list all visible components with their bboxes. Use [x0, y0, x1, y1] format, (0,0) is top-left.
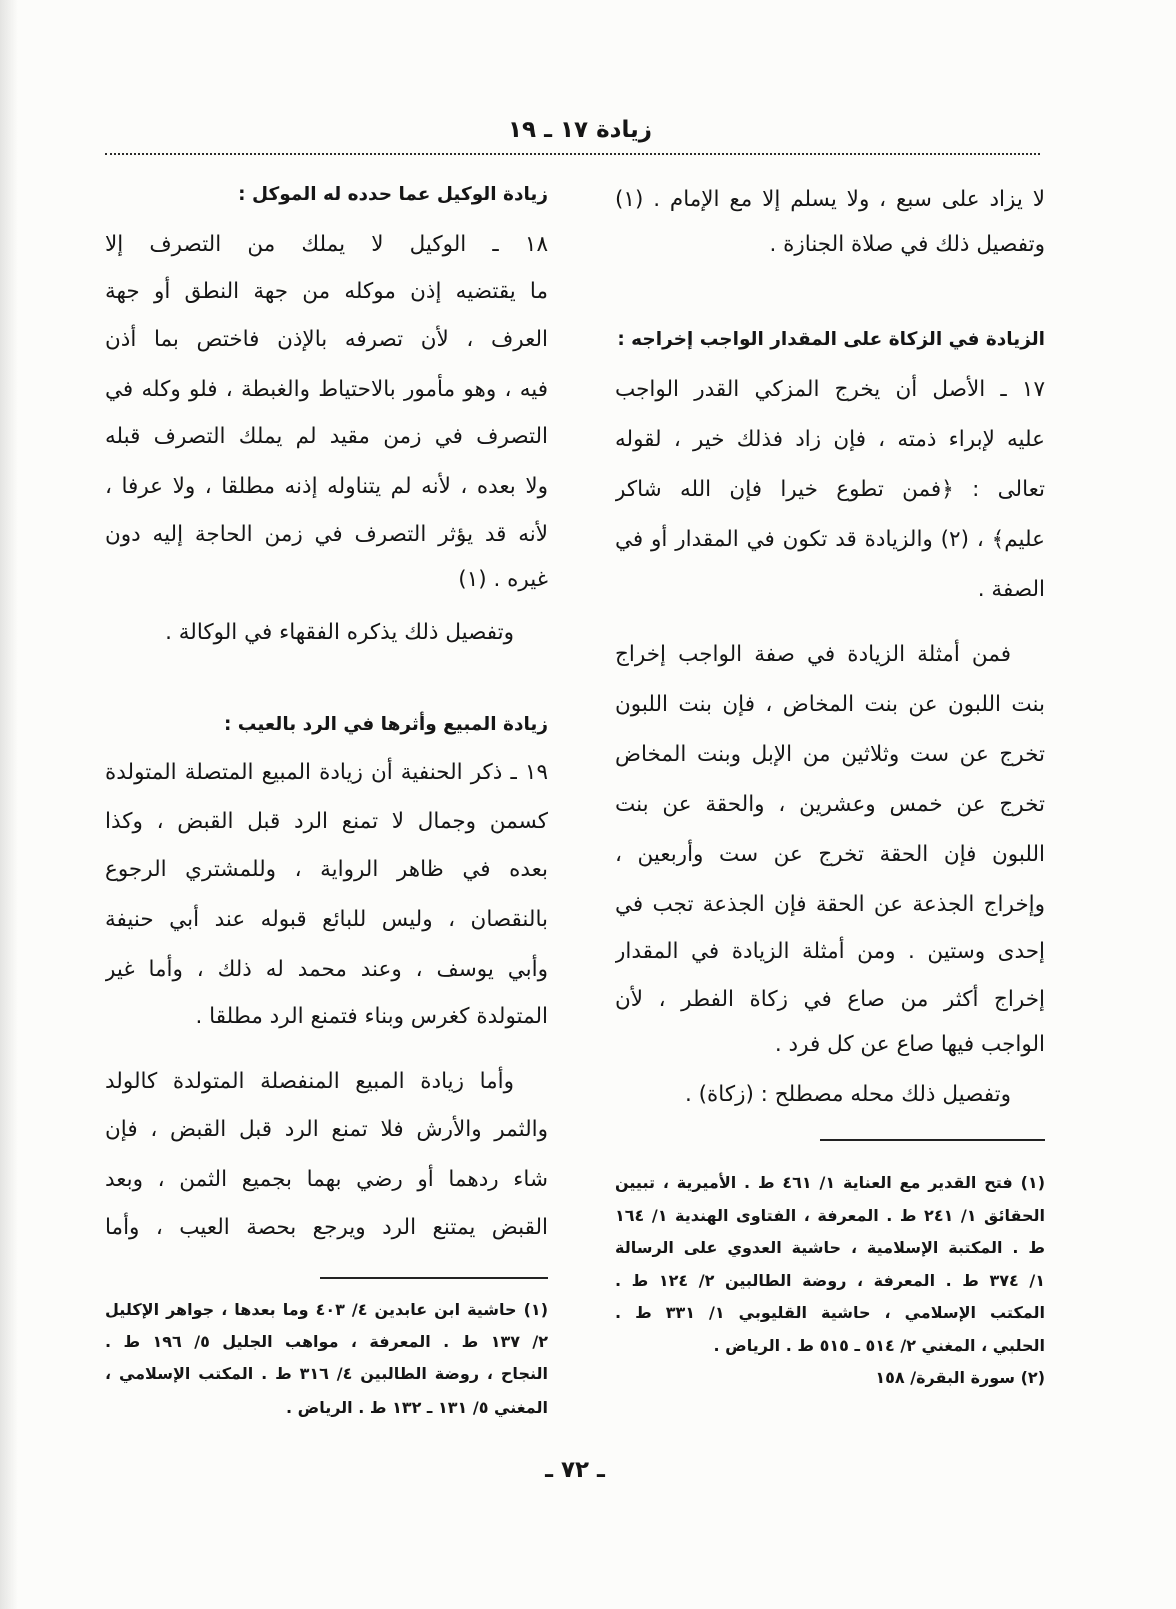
page-number: ـ ٧٢ ـ [545, 1457, 605, 1483]
body-text-line: الواجب فيها صاع عن كل فرد . [774, 1032, 1045, 1057]
body-text-line: ١٧ ـ الأصل أن يخرج المزكي القدر الواجب [615, 377, 1045, 402]
body-text-line: الصفة . [977, 577, 1045, 602]
footnote-line: الحلبي ، المغني ٢/ ٥١٤ ـ ٥١٥ ط . الرياض . [713, 1336, 1045, 1355]
section-heading-wakil: زيادة الوكيل عما حدده له الموكل : [238, 184, 548, 205]
body-text-line: إخراج أكثر من صاع في زكاة الفطر ، لأن [615, 987, 1045, 1012]
footnote-line: ط . المكتبة الإسلامية ، حاشية العدوي على الرسالة [615, 1238, 1045, 1257]
footnote-line: ٢/ ١٣٧ ط . المعرفة ، مواهب الجليل ٥/ ١٩٦ ط . [105, 1332, 548, 1351]
body-text-line: العرف ، لأن تصرفه بالإذن فاختص بما أذن [105, 327, 548, 352]
body-text-line: تخرج عن ست وثلاثين من الإبل وبنت المخاض [615, 742, 1045, 767]
footnote-line: النجاح ، روضة الطالبين ٤/ ٣١٦ ط . المكتب الإسلامي ، [105, 1364, 548, 1383]
running-header: زيادة ١٧ ـ ١٩ [508, 117, 652, 143]
section-heading-zakat: الزيادة في الزكاة على المقدار الواجب إخراجه : [617, 329, 1045, 350]
body-text-line: وإخراج الجذعة عن الحقة فإن الجذعة تجب في [615, 892, 1045, 917]
body-text-line: ١٨ ـ الوكيل لا يملك من التصرف إلا [105, 232, 548, 257]
footnote-line: المغني ٥/ ١٣١ ـ ١٣٢ ط . الرياض . [286, 1398, 548, 1417]
body-text-line: لأنه قد يؤثر التصرف في زمن الحاجة إليه دون [105, 522, 548, 547]
body-text-line: تخرج عن خمس وعشرين ، والحقة عن بنت [615, 792, 1045, 817]
body-text-line: إحدى وستين . ومن أمثلة الزيادة في المقدار [615, 939, 1045, 964]
section-heading-mabi: زيادة المبيع وأثرها في الرد بالعيب : [223, 714, 548, 735]
body-text-line: وتفصيل ذلك يذكره الفقهاء في الوكالة . [165, 620, 514, 645]
body-text-line: بنت اللبون عن بنت المخاض ، فإن بنت اللبون [615, 692, 1045, 717]
body-text-line: المتولدة كغرس وبناء فتمنع الرد مطلقا . [195, 1004, 548, 1029]
body-text-line: وتفصيل ذلك في صلاة الجنازة . [769, 232, 1045, 257]
body-text-line: فمن أمثلة الزيادة في صفة الواجب إخراج [615, 642, 1011, 667]
footnote-line: ١/ ٣٧٤ ط . المعرفة ، روضة الطالبين ٢/ ١٢٤ ط . [615, 1271, 1045, 1290]
body-text-line: فيه ، وهو مأمور بالاحتياط والغبطة ، فلو وكله في [105, 377, 548, 402]
body-text-line: وأبي يوسف ، وعند محمد له ذلك ، وأما غير [105, 957, 548, 982]
footnote-line: (١) حاشية ابن عابدين ٤/ ٤٠٣ وما بعدها ، جواهر الإكليل [105, 1300, 548, 1319]
body-text-line: التصرف في زمن مقيد لم يملك التصرف قبله [105, 424, 548, 449]
left-column [105, 0, 548, 1609]
body-text-line: لا يزاد على سبع ، ولا يسلم إلا مع الإمام . (١) [615, 187, 1045, 212]
footnote-line: الحقائق ١/ ٢٤١ ط . المعرفة ، الفتاوى الهندية ١/ ١٦٤ [615, 1206, 1045, 1225]
body-text-line: تعالى : ﴿فمن تطوع خيرا فإن الله شاكر [615, 477, 1045, 502]
footnote-line: المكتب الإسلامي ، حاشية القليوبي ١/ ٣٣١ ط . [615, 1303, 1045, 1322]
footnote-separator [820, 1139, 1045, 1141]
body-text-line: بالنقصان ، وليس للبائع قبوله عند أبي حنيفة [105, 907, 548, 932]
body-text-line: غيره . (١) [458, 567, 548, 592]
footnote-line: (١) فتح القدير مع العناية ١/ ٤٦١ ط . الأميرية ، تبيين [615, 1173, 1045, 1192]
body-text-line: اللبون فإن الحقة تخرج عن ست وأربعين ، [615, 842, 1045, 867]
body-text-line: ما يقتضيه إذن موكله من جهة النطق أو جهة [105, 279, 548, 304]
body-text-line: بعده في ظاهر الرواية ، وللمشتري الرجوع [105, 857, 548, 882]
body-text-line: القبض يمتنع الرد ويرجع بحصة العيب ، وأما [105, 1215, 548, 1240]
body-text-line: شاء ردهما أو رضي بهما بجميع الثمن ، وبعد [105, 1167, 548, 1192]
body-text-line: عليه لإبراء ذمته ، فإن زاد فذلك خير ، لقوله [615, 427, 1045, 452]
body-text-line: كسمن وجمال لا تمنع الرد قبل القبض ، وكذا [105, 809, 548, 834]
body-text-line: والثمر والأرش فلا تمنع الرد قبل القبض ، فإن [105, 1117, 548, 1142]
footnote-line: (٢) سورة البقرة/ ١٥٨ [875, 1368, 1045, 1387]
body-text-line: وأما زيادة المبيع المنفصلة المتولدة كالولد [105, 1069, 514, 1094]
page-edge-shadow [0, 0, 18, 1609]
footnote-separator [320, 1277, 548, 1279]
right-column [615, 0, 1045, 1609]
body-text-line: ١٩ ـ ذكر الحنفية أن زيادة المبيع المتصلة المتولدة [105, 760, 548, 785]
body-text-line: ولا بعده ، لأنه لم يتناوله إذنه مطلقا ، ولا عرفا ، [105, 474, 548, 499]
body-text-line: عليم﴾ ، (٢) والزيادة قد تكون في المقدار أو في [615, 527, 1045, 552]
body-text-line: وتفصيل ذلك محله مصطلح : (زكاة) . [684, 1082, 1011, 1107]
